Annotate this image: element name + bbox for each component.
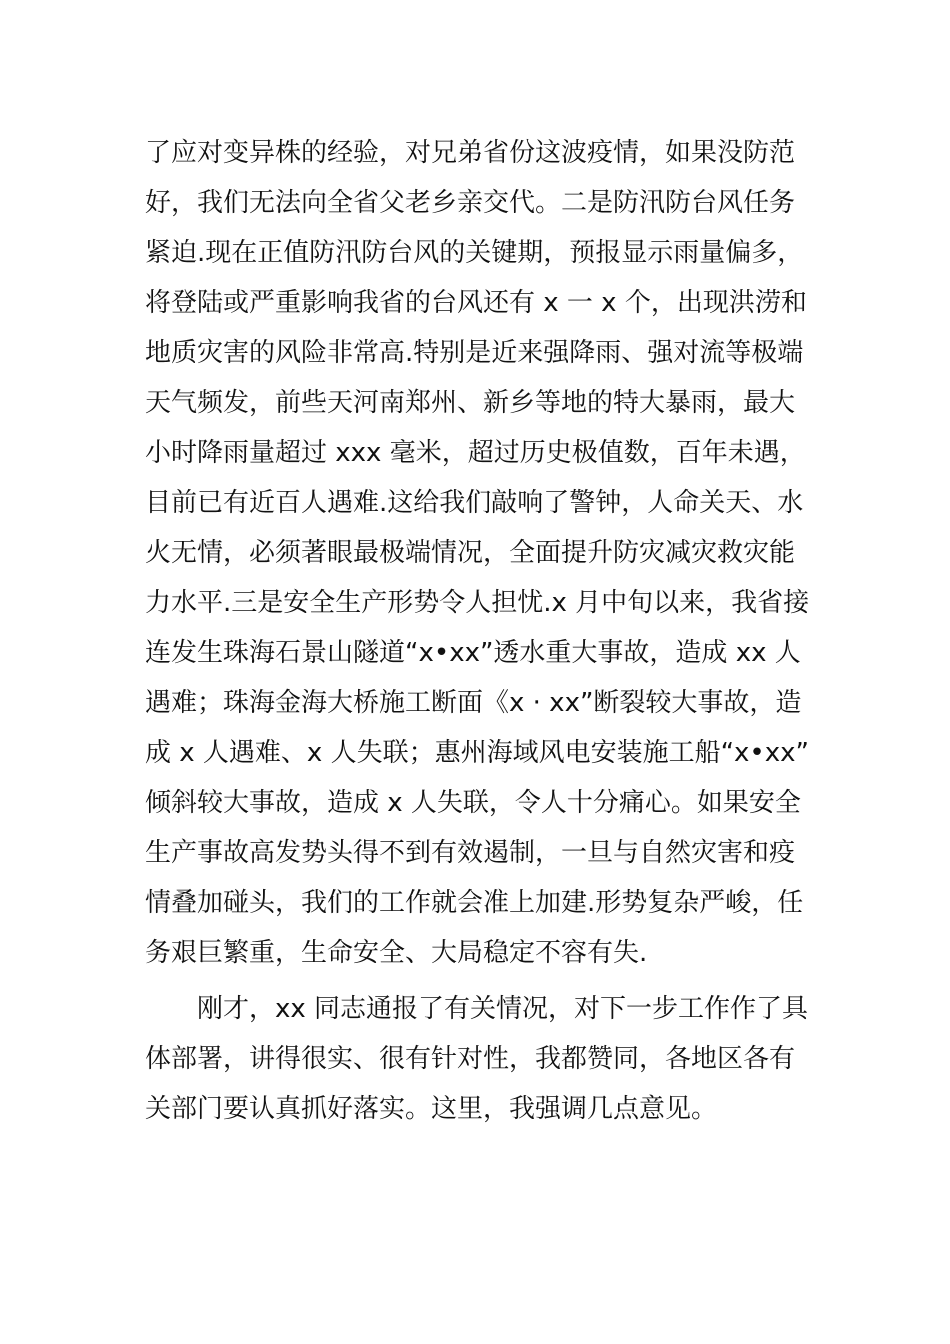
text-line: 刚才，xx 同志通报了有关情况，对下一步工作作了具: [197, 994, 809, 1024]
paragraph-2: [145, 984, 810, 1134]
text-line: 好，我们无法向全省父老乡亲交代。二是防汛防台风任务: [145, 188, 796, 218]
text-line: 倾斜较大事故，造成 x 人失联，令人十分痛心。如果安全: [145, 788, 801, 818]
text-line: 成 x 人遇难、x 人失联；惠州海域风电安装施工船“x•xx”: [145, 738, 810, 768]
text-line: 了应对变异株的经验，对兄弟省份这波疫情，如果没防范: [145, 138, 796, 168]
text-line: 情叠加碰头，我们的工作就会准上加建.形势复杂严峻，任: [145, 888, 804, 918]
text-line: 将登陆或严重影响我省的台风还有 x 一 x 个，出现洪涝和: [145, 288, 807, 318]
paragraph-1: [145, 128, 810, 978]
text-line: 火无情，必须著眼最极端情况，全面提升防灾减灾救灾能: [145, 538, 796, 568]
text-line: 体部署，讲得很实、很有针对性，我都赞同，各地区各有: [145, 1044, 796, 1074]
text-line: 紧迫.现在正值防汛防台风的关键期，预报显示雨量偏多，: [145, 238, 804, 268]
text-line: 连发生珠海石景山隧道“x•xx”透水重大事故，造成 xx 人: [145, 638, 801, 668]
text-line: 生产事故高发势头得不到有效遏制，一旦与自然灾害和疫: [145, 838, 796, 868]
text-line: 天气频发，前些天河南郑州、新乡等地的特大暴雨，最大: [145, 388, 796, 418]
text-line: 力水平.三是安全生产形势令人担忧.x 月中旬以来，我省接: [145, 588, 810, 618]
text-line: 遇难；珠海金海大桥施工断面《x · xx”断裂较大事故，造: [145, 688, 802, 718]
text-line: 小时降雨量超过 xxx 毫米，超过历史极值数，百年未遇，: [145, 438, 806, 468]
text-line: 地质灾害的风险非常高.特别是近来强降雨、强对流等极端: [145, 338, 804, 368]
text-line: 关部门要认真抓好落实。这里，我强调几点意见。: [145, 1094, 718, 1124]
text-line: 目前已有近百人遇难.这给我们敲响了警钟，人命关天、水: [145, 488, 804, 518]
text-line: 务艰巨繁重，生命安全、大局稳定不容有失.: [145, 938, 648, 968]
